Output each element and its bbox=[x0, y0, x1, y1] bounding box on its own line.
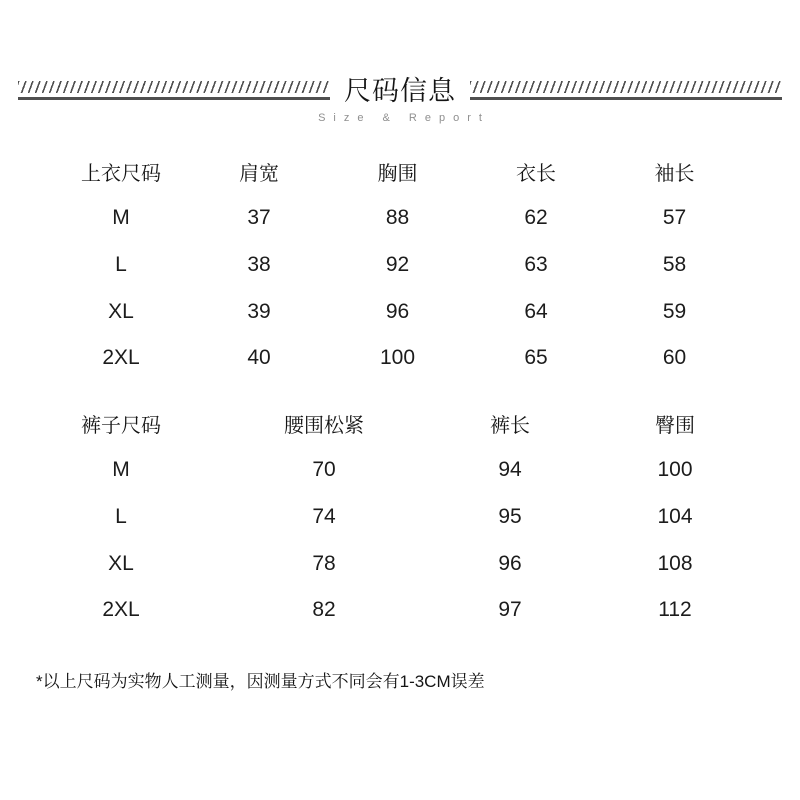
size-cell: 63 bbox=[524, 252, 548, 276]
row-size-label: XL bbox=[108, 299, 134, 323]
size-cell: 37 bbox=[247, 206, 271, 230]
row-size-label: 2XL bbox=[102, 598, 140, 622]
size-cell: 96 bbox=[385, 299, 410, 323]
column-header: 腰围松紧 bbox=[284, 414, 364, 437]
diagonal-stripes bbox=[470, 81, 782, 93]
size-cell: 96 bbox=[498, 551, 522, 575]
diagonal-stripes bbox=[18, 81, 330, 93]
hatch-left-decoration bbox=[18, 81, 330, 101]
table-row bbox=[52, 288, 744, 335]
size-cell: 64 bbox=[524, 299, 548, 323]
column-header: 衣长 bbox=[516, 162, 556, 185]
size-cell: 39 bbox=[247, 299, 271, 323]
size-cell: 57 bbox=[662, 206, 687, 230]
size-cell: 40 bbox=[247, 346, 271, 370]
size-cell: 97 bbox=[498, 598, 522, 622]
size-cell: 100 bbox=[379, 346, 416, 370]
table-row bbox=[52, 587, 788, 634]
column-header: 裤长 bbox=[490, 414, 530, 437]
size-cell: 88 bbox=[385, 206, 410, 230]
table-header-row bbox=[52, 148, 744, 195]
size-cell: 112 bbox=[658, 598, 692, 622]
section-header bbox=[18, 74, 782, 108]
hatch-right-decoration bbox=[470, 81, 782, 101]
table-row bbox=[52, 494, 788, 541]
row-size-label: M bbox=[112, 206, 130, 230]
column-header: 裤子尺码 bbox=[81, 414, 161, 437]
table-row bbox=[52, 335, 744, 382]
rule-line bbox=[18, 97, 330, 100]
table-header-row bbox=[52, 400, 788, 447]
page-title: 尺码信息 bbox=[344, 76, 456, 106]
size-cell: 108 bbox=[657, 551, 693, 575]
row-size-label: XL bbox=[108, 551, 134, 575]
page-subtitle: Size & Report bbox=[318, 112, 490, 124]
size-cell: 74 bbox=[312, 504, 336, 528]
table-row bbox=[52, 540, 788, 587]
size-cell: 65 bbox=[524, 346, 548, 370]
size-cell: 59 bbox=[662, 299, 687, 323]
table-row bbox=[52, 242, 744, 289]
tops-size-table bbox=[52, 148, 744, 382]
size-cell: 100 bbox=[657, 458, 693, 482]
size-cell: 62 bbox=[524, 206, 548, 230]
size-cell: 104 bbox=[657, 504, 693, 528]
size-cell: 38 bbox=[247, 252, 271, 276]
column-header: 肩宽 bbox=[239, 162, 279, 185]
row-size-label: 2XL bbox=[102, 346, 140, 370]
table-row bbox=[52, 195, 744, 242]
column-header: 袖长 bbox=[654, 162, 695, 185]
size-cell: 95 bbox=[498, 504, 522, 528]
column-header: 臀围 bbox=[655, 414, 695, 437]
size-cell: 60 bbox=[662, 346, 687, 370]
size-cell: 70 bbox=[312, 458, 336, 482]
measurement-disclaimer: *以上尺码为实物人工测量，因测量方式不同会有1-3CM误差 bbox=[36, 672, 485, 691]
size-cell: 94 bbox=[498, 458, 522, 482]
size-cell: 92 bbox=[385, 252, 410, 276]
pants-size-table bbox=[52, 400, 788, 634]
row-size-label: M bbox=[112, 458, 130, 482]
rule-line bbox=[470, 97, 782, 100]
size-cell: 78 bbox=[312, 551, 336, 575]
column-header: 胸围 bbox=[377, 162, 418, 185]
table-row bbox=[52, 447, 788, 494]
size-cell: 82 bbox=[312, 598, 336, 622]
column-header: 上衣尺码 bbox=[81, 162, 161, 185]
row-size-label: L bbox=[115, 252, 127, 276]
row-size-label: L bbox=[115, 504, 127, 528]
size-cell: 58 bbox=[662, 252, 687, 276]
